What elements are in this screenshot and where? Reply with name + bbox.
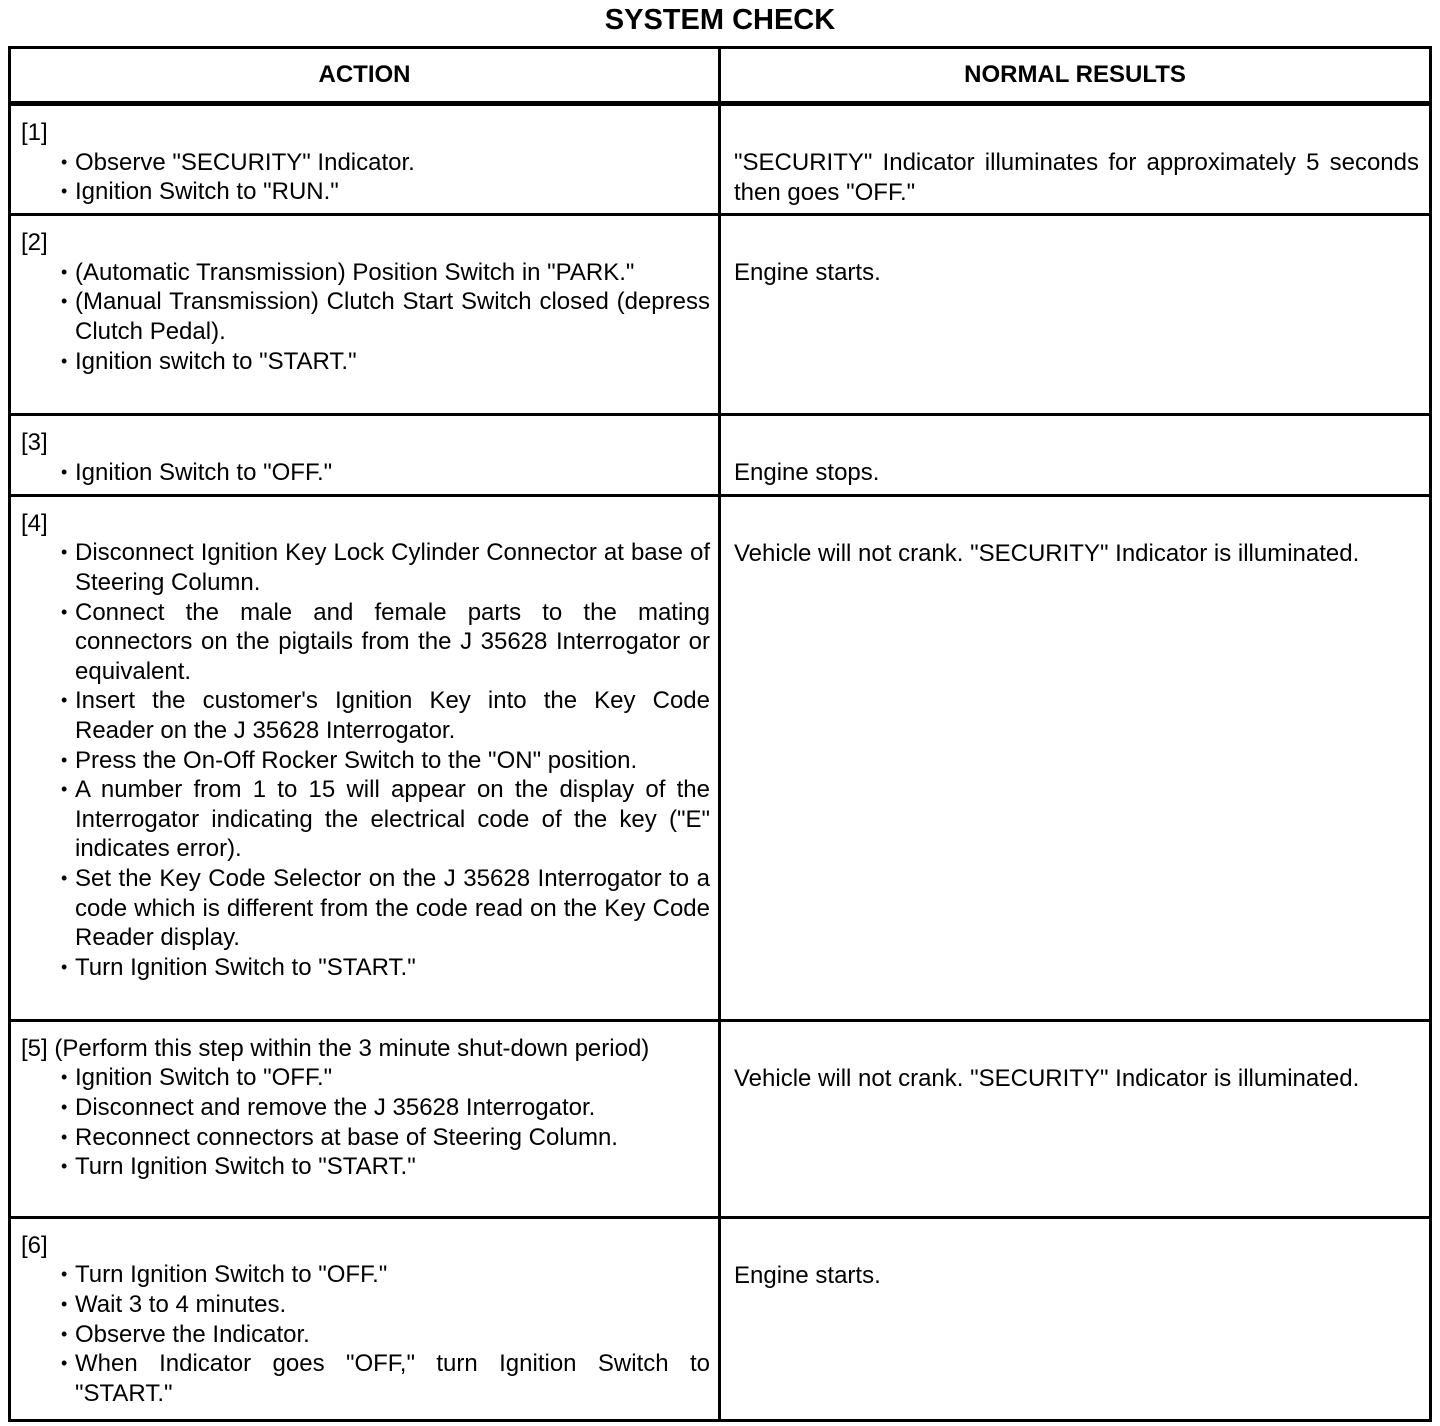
- action-item: • A number from 1 to 15 will appear on the display of the Interrogator indicating the electrical code of the key ("E" indicates error).: [75, 775, 710, 864]
- table-row: [10, 415, 1431, 496]
- table-row: [10, 1217, 1431, 1420]
- action-item: • Turn Ignition Switch to "START.": [75, 953, 710, 983]
- action-item: • Wait 3 to 4 minutes.: [75, 1290, 710, 1320]
- action-item: • Disconnect and remove the J 35628 Interrogator.: [75, 1093, 710, 1123]
- action-item: • Turn Ignition Switch to "START.": [75, 1152, 710, 1182]
- action-cell: [10, 1217, 720, 1420]
- header-row: [10, 48, 1431, 104]
- action-item: • Press the On-Off Rocker Switch to the "ON" position.: [75, 746, 710, 776]
- action-item: • Turn Ignition Switch to "OFF.": [75, 1260, 710, 1290]
- step-label: [6]: [21, 1231, 48, 1259]
- step-label: [4]: [21, 509, 48, 537]
- action-list: [21, 148, 710, 207]
- step-label: [3]: [21, 429, 48, 457]
- action-item: • (Manual Transmission) Clutch Start Switch closed (depress Clutch Pedal).: [75, 287, 710, 346]
- result-cell: "SECURITY" Indicator illuminates for approximately 5 seconds then goes "OFF.": [720, 104, 1431, 215]
- action-item: • Connect the male and female parts to the mating connectors on the pigtails from the J 35628 Interrogator or equivalent.: [75, 598, 710, 687]
- action-item: • Ignition switch to "START.": [75, 347, 710, 377]
- action-item: • Ignition Switch to "OFF.": [75, 1063, 710, 1093]
- result-cell: Engine stops.: [720, 415, 1431, 496]
- action-item: • Reconnect connectors at base of Steering Column.: [75, 1123, 710, 1153]
- result-cell: Vehicle will not crank. "SECURITY" Indicator is illuminated.: [720, 495, 1431, 1020]
- result-cell: Engine starts.: [720, 1217, 1431, 1420]
- action-cell: [10, 215, 720, 415]
- results-header: NORMAL RESULTS: [720, 48, 1431, 104]
- action-list: [21, 1063, 710, 1181]
- action-cell: [10, 1020, 720, 1217]
- action-item: • (Automatic Transmission) Position Switch in "PARK.": [75, 258, 710, 288]
- page-title: SYSTEM CHECK: [604, 4, 836, 36]
- action-cell: [10, 415, 720, 496]
- step-label: [1]: [21, 119, 48, 146]
- table-row: [10, 215, 1431, 415]
- action-item: • Ignition Switch to "OFF.": [75, 458, 710, 488]
- action-list: [21, 458, 710, 488]
- action-list: [21, 1260, 710, 1408]
- result-cell: Vehicle will not crank. "SECURITY" Indicator is illuminated.: [720, 1020, 1431, 1217]
- action-cell: [10, 495, 720, 1020]
- action-cell: [10, 104, 720, 215]
- action-item: • Set the Key Code Selector on the J 35628 Interrogator to a code which is different from the code read on the Key Code Reader display.: [75, 864, 710, 953]
- action-list: [21, 538, 710, 982]
- table-row: [10, 495, 1431, 1020]
- action-item: • Observe the Indicator.: [75, 1320, 710, 1350]
- result-cell: Engine starts.: [720, 215, 1431, 415]
- action-item: • Ignition Switch to "RUN.": [75, 177, 710, 207]
- action-item: • Insert the customer's Ignition Key into the Key Code Reader on the J 35628 Interrogator.: [75, 686, 710, 745]
- action-header: ACTION: [10, 48, 720, 104]
- action-item: • When Indicator goes "OFF," turn Ignition Switch to "START.": [75, 1349, 710, 1408]
- table-row: [10, 104, 1431, 215]
- action-item: • Observe "SECURITY" Indicator.: [75, 148, 710, 178]
- system-check-table: [8, 46, 1432, 1422]
- table-row: [10, 1020, 1431, 1217]
- action-list: [21, 258, 710, 376]
- step-label: [5] (Perform this step within the 3 minute shut-down period): [21, 1034, 650, 1062]
- action-item: • Disconnect Ignition Key Lock Cylinder Connector at base of Steering Column.: [75, 538, 710, 597]
- step-label: [2]: [21, 229, 48, 257]
